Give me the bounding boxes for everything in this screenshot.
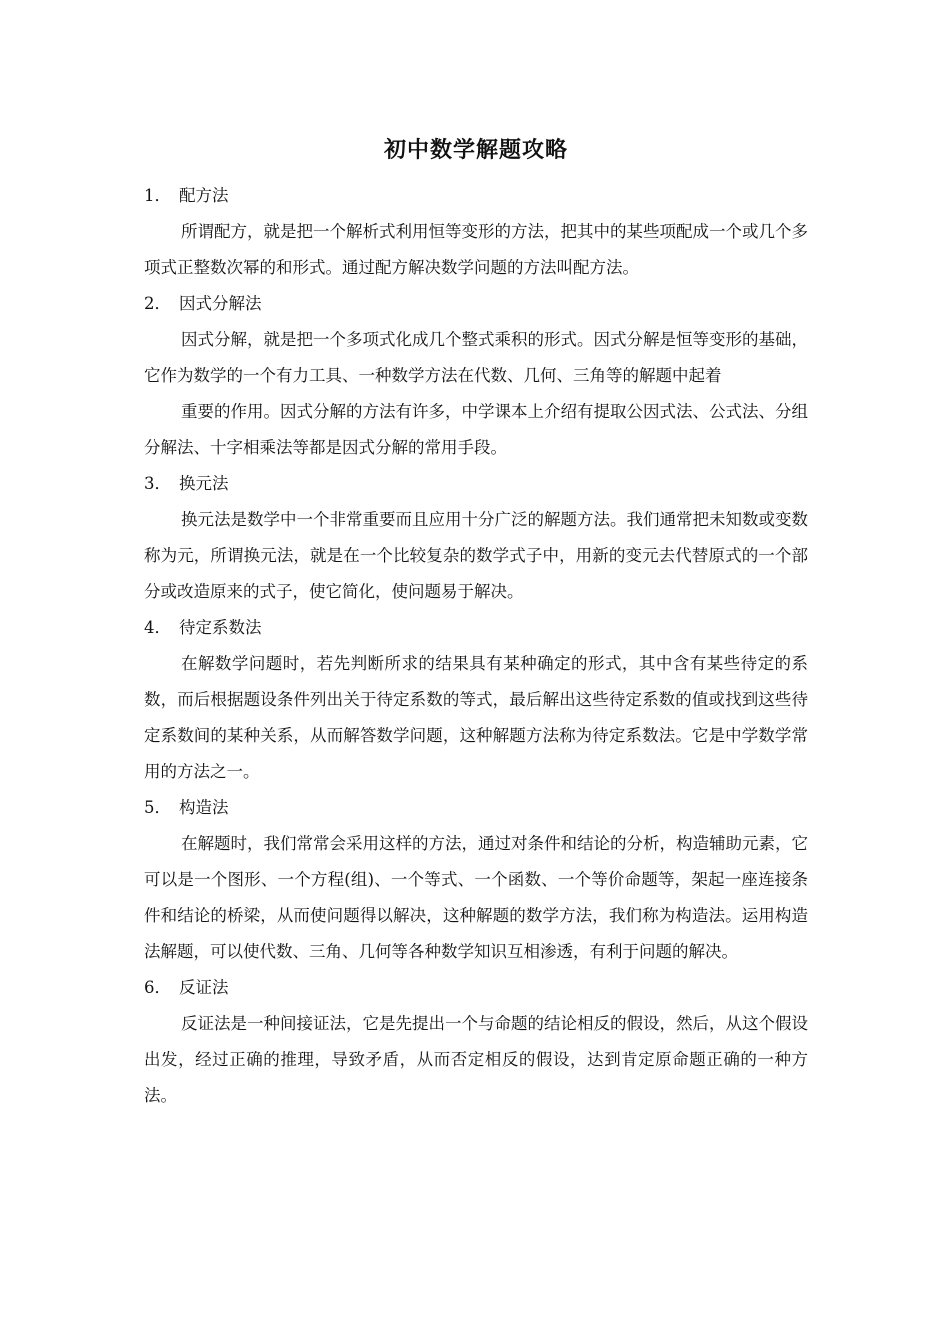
section-heading	[144, 178, 808, 214]
section-number: 4．	[144, 618, 171, 637]
section-title: 换元法	[179, 474, 229, 493]
paragraph: 反证法是一种间接证法，它是先提出一个与命题的结论相反的假设，然后，从这个假设出发，经过正确的推理，导致矛盾，从而否定相反的假设，达到肯定原命题正确的一种方法。	[144, 1014, 808, 1105]
paragraph: 在解题时，我们常常会采用这样的方法，通过对条件和结论的分析，构造辅助元素，它可以是一个图形、一个方程(组)、一个等式、一个函数、一个等价命题等，架起一座连接条件和结论的桥梁，从而使问题得以解决，这种解题的数学方法，我们称为构造法。运用构造法解题，可以使代数、三角、几何等各种数学知识互相渗透，有利于问题的解决。	[144, 834, 808, 961]
section-number: 5．	[144, 798, 171, 817]
section-1	[144, 178, 808, 286]
document-page	[144, 128, 808, 1114]
section-heading	[144, 790, 808, 826]
section-title: 配方法	[179, 186, 229, 205]
document-title: 初中数学解题攻略	[383, 137, 568, 163]
paragraph: 在解数学问题时，若先判断所求的结果具有某种确定的形式，其中含有某些待定的系数，而后根据题设条件列出关于待定系数的等式，最后解出这些待定系数的值或找到这些待定系数间的某种关系，从而解答数学问题，这种解题方法称为待定系数法。它是中学数学常用的方法之一。	[144, 654, 808, 781]
section-heading	[144, 610, 808, 646]
paragraph: 重要的作用。因式分解的方法有许多，中学课本上介绍有提取公因式法、公式法、分组分解法、十字相乘法等都是因式分解的常用手段。	[144, 402, 808, 457]
section-title: 因式分解法	[179, 294, 262, 313]
section-3	[144, 466, 808, 610]
section-6	[144, 970, 808, 1114]
paragraph: 因式分解，就是把一个多项式化成几个整式乘积的形式。因式分解是恒等变形的基础，它作为数学的一个有力工具、一种数学方法在代数、几何、三角等的解题中起着	[144, 330, 808, 385]
section-2	[144, 286, 808, 466]
section-heading	[144, 466, 808, 502]
section-5	[144, 790, 808, 970]
section-number: 2．	[144, 294, 171, 313]
section-heading	[144, 286, 808, 322]
section-title: 反证法	[179, 978, 229, 997]
section-number: 3．	[144, 474, 171, 493]
section-title: 待定系数法	[179, 618, 262, 637]
paragraph: 换元法是数学中一个非常重要而且应用十分广泛的解题方法。我们通常把未知数或变数称为元，所谓换元法，就是在一个比较复杂的数学式子中，用新的变元去代替原式的一个部分或改造原来的式子，使它简化，使问题易于解决。	[144, 510, 808, 601]
section-title: 构造法	[179, 798, 229, 817]
paragraph: 所谓配方，就是把一个解析式利用恒等变形的方法，把其中的某些项配成一个或几个多项式正整数次幂的和形式。通过配方解决数学问题的方法叫配方法。	[144, 222, 808, 277]
section-heading	[144, 970, 808, 1006]
section-number: 6．	[144, 978, 171, 997]
section-number: 1．	[144, 186, 171, 205]
section-4	[144, 610, 808, 790]
